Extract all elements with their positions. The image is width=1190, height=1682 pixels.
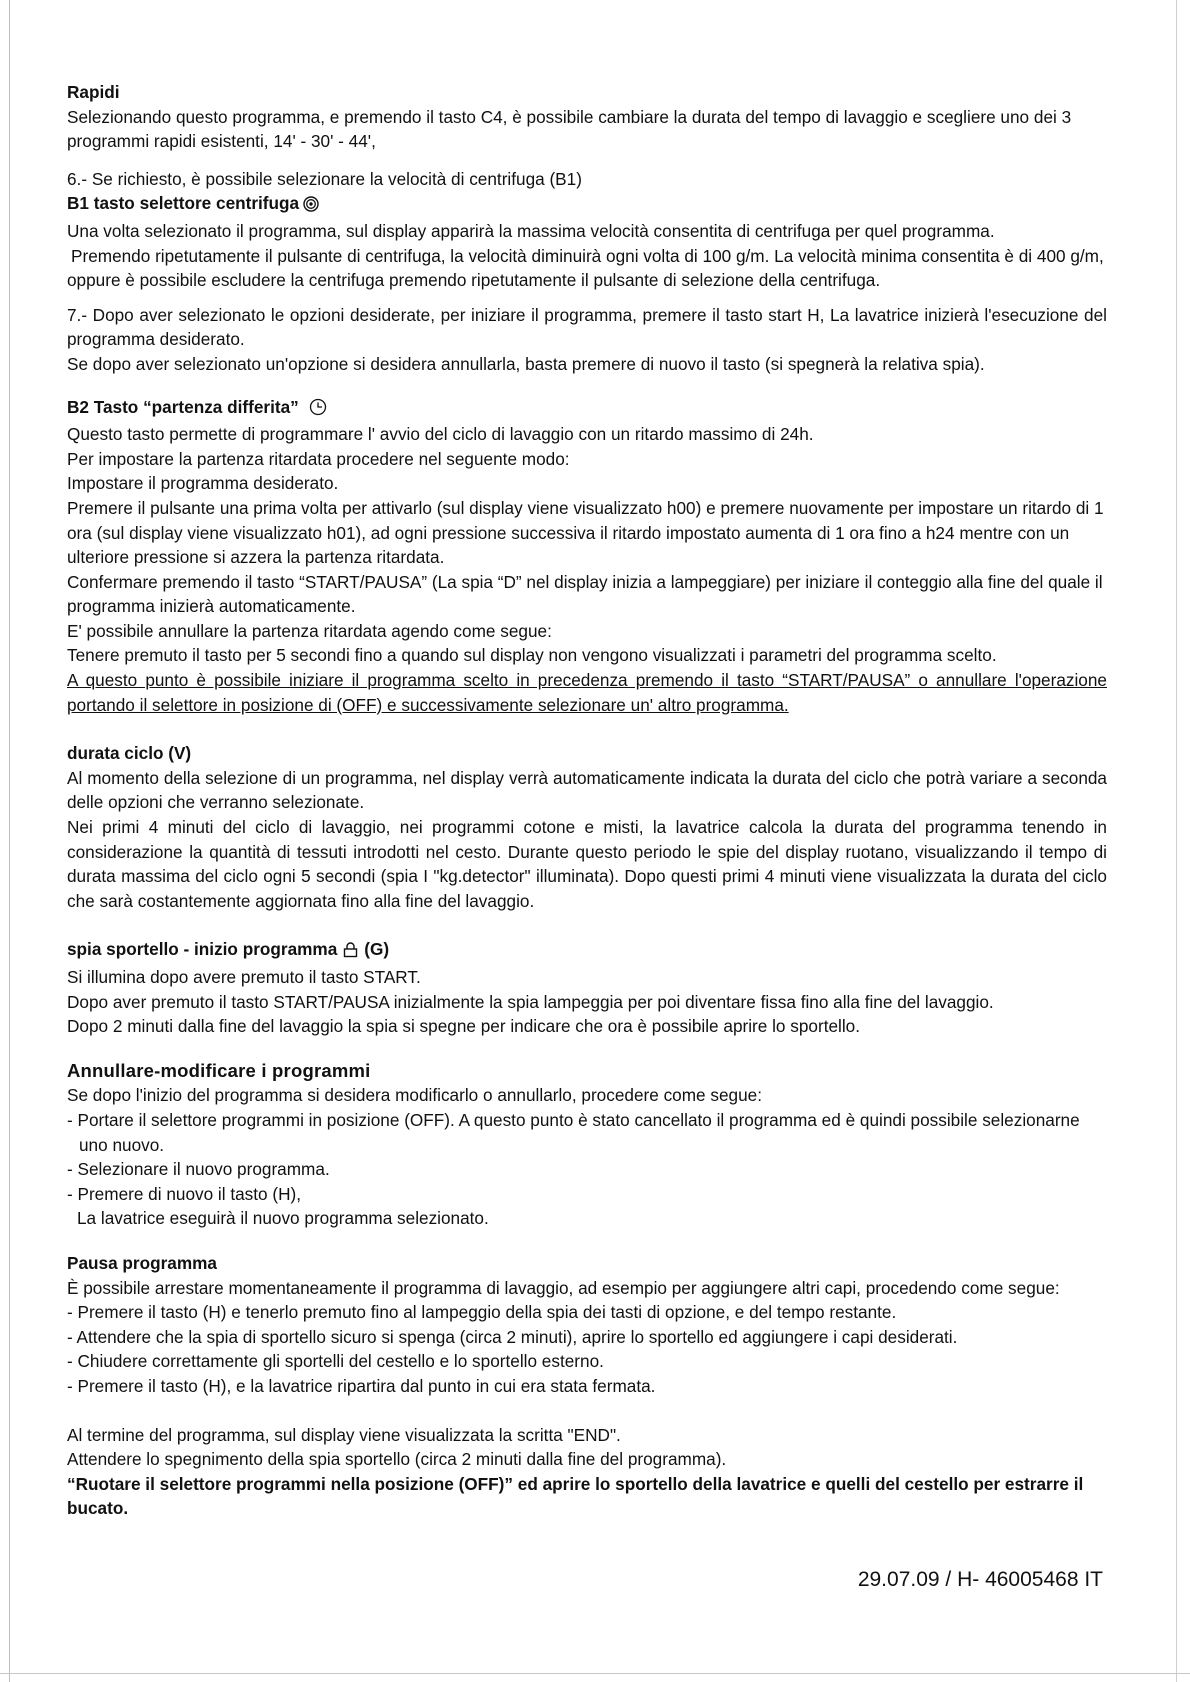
section-title: spia sportello - inizio programma	[67, 939, 338, 960]
section-title-row	[67, 937, 1107, 965]
paragraph: È possibile arrestare momentaneamente il programma di lavaggio, ad esempio per aggiungere altri capi, procedendo come segue:	[67, 1277, 1060, 1298]
paragraph: Premendo ripetutamente il pulsante di centrifuga, la velocità diminuirà ogni volta di 100 g/m. La velocità minima consentita è di 400 g/m, oppure è possibile escludere la centrifuga premendo ripetutamente il pulsante di selezione della centrifuga.	[67, 245, 1104, 291]
paragraph: 7.- Dopo aver selezionato le opzioni desiderate, per iniziare il programma, premere il tasto start H, La lavatrice inizierà l'esecuzione del programma desiderato.	[67, 304, 1107, 350]
door-lock-icon	[343, 940, 358, 965]
section-title-suffix: (G)	[364, 939, 390, 960]
underlined-note: A questo punto è possibile iniziare il programma scelto in precedenza premendo il tasto “START/PAUSA” o annullare l'operazione portando il selettore in posizione di (OFF) e successivamente selezionare un' altro programma.	[67, 670, 1107, 715]
list-item: - Chiudere correttamente gli sportelli del cestello e lo sportello esterno.	[67, 1351, 604, 1372]
paragraph: Per impostare la partenza ritardata procedere nel seguente modo:	[67, 448, 570, 469]
scan-edge-bottom	[0, 1673, 1190, 1674]
scan-edge-right	[1176, 0, 1177, 1682]
paragraph: Impostare il programma desiderato.	[67, 473, 339, 494]
paragraph: Se dopo aver selezionato un'opzione si desidera annullarla, basta premere di nuovo il tasto (si spegnerà la relativa spia).	[67, 353, 985, 374]
section-title: Rapidi	[67, 82, 120, 102]
section-title: durata ciclo (V)	[67, 743, 192, 764]
section-spia-sportello	[67, 937, 1107, 1038]
list-item: - Selezionare il nuovo programma.	[67, 1159, 330, 1180]
section-title-row	[67, 395, 1107, 423]
section-fine-programma	[67, 1423, 1107, 1521]
section-pausa	[67, 1251, 1107, 1399]
paragraph: Dopo aver premuto il tasto START/PAUSA inizialmente la spia lampeggia per poi diventare fissa fino alla fine del lavaggio.	[67, 991, 994, 1012]
paragraph: Nei primi 4 minuti del ciclo di lavaggio, nei programmi cotone e misti, la lavatrice calcola la durata del programma tenendo in considerazione la quantità di tessuti introdotti nel cesto. Durante questo periodo le spie del display ruotano, visualizzando il tempo di durata massima del ciclo ogni 5 secondi (spia I "kg.detector" illuminata). Dopo questi primi 4 minuti viene visualizzata la durata del ciclo che sarà costantemente aggiornata fino alla fine del lavaggio.	[67, 817, 1107, 911]
paragraph: Tenere premuto il tasto per 5 secondi fino a quando sul display non vengono visualizzati i parametri del programma scelto.	[67, 645, 997, 666]
bold-instruction: “Ruotare il selettore programmi nella posizione (OFF)” ed aprire lo sportello della lavatrice e quelli del cestello per estrarre il bucato.	[67, 1473, 1084, 1519]
section-title-row	[67, 191, 1107, 219]
document-code: 29.07.09 / H- 46005468 IT	[857, 1568, 1103, 1591]
section-rapidi	[67, 80, 1107, 154]
paragraph: Selezionando questo programma, e premendo il tasto C4, è possibile cambiare la durata del tempo di lavaggio e scegliere uno dei 3 programmi rapidi esistenti, 14' - 30' - 44',	[67, 106, 1072, 152]
paragraph: E' possibile annullare la partenza ritardata agendo come segue:	[67, 620, 552, 641]
section-title: B2 Tasto “partenza differita”	[67, 396, 299, 417]
list-item: - Premere di nuovo il tasto (H),	[67, 1183, 302, 1204]
section-annullare	[67, 1059, 1107, 1231]
section-durata-ciclo	[67, 741, 1107, 913]
paragraph: Se dopo l'inizio del programma si desidera modificarlo o annullarlo, procedere come segue:	[67, 1085, 762, 1106]
manual-page	[67, 80, 1107, 1591]
section-b1	[67, 167, 1107, 293]
section-step-7	[67, 303, 1107, 377]
paragraph: Al momento della selezione di un programma, nel display verrà automaticamente indicata la durata del ciclo che potrà variare a seconda delle opzioni che verranno selezionate.	[67, 767, 1107, 813]
step-6: 6.- Se richiesto, è possibile selezionare la velocità di centrifuga (B1)	[67, 168, 582, 189]
list-item: - Premere il tasto (H) e tenerlo premuto fino al lampeggio della spia dei tasti di opzione, e del tempo restante.	[67, 1302, 897, 1323]
list-item: - Premere il tasto (H), e la lavatrice ripartira dal punto in cui era stata fermata.	[67, 1375, 656, 1396]
paragraph: Si illumina dopo avere premuto il tasto START.	[67, 967, 421, 987]
paragraph: Premere il pulsante una prima volta per attivarlo (sul display viene visualizzato h00) e premere nuovamente per impostare un ritardo di 1 ora (sul display viene visualizzato h01), ad ogni pressione successiva il ritardo impostato aumenta di 1 ora fino a h24 mentre con un ulteriore pressione si azzera la partenza ritardata.	[67, 497, 1104, 568]
paragraph: Al termine del programma, sul display viene visualizzata la scritta "END".	[67, 1424, 621, 1445]
section-b2	[67, 395, 1107, 718]
paragraph: Questo tasto permette di programmare l' avvio del ciclo di lavaggio con un ritardo massimo di 24h.	[67, 424, 814, 445]
list-item: - Attendere che la spia di sportello sicuro si spenga (circa 2 minuti), aprire lo sportello ed aggiungere i capi desiderati.	[67, 1326, 958, 1347]
paragraph: Dopo 2 minuti dalla fine del lavaggio la spia si spegne per indicare che ora è possibile aprire lo sportello.	[67, 1016, 860, 1037]
section-title: Annullare-modificare i programmi	[67, 1059, 371, 1081]
paragraph: La lavatrice eseguirà il nuovo programma selezionato.	[77, 1208, 489, 1229]
paragraph: Attendere lo spegnimento della spia sportello (circa 2 minuti dalla fine del programma).	[67, 1449, 727, 1470]
section-title: B1 tasto selettore centrifuga	[67, 193, 300, 214]
paragraph: Confermare premendo il tasto “START/PAUSA” (La spia “D” nel display inizia a lampeggiare) per iniziare il conteggio alla fine del quale il programma inizierà automaticamente.	[67, 571, 1103, 617]
scan-edge-left	[9, 0, 10, 1682]
section-title: Pausa programma	[67, 1252, 217, 1273]
paragraph: Una volta selezionato il programma, sul display apparirà la massima velocità consentita di centrifuga per quel programma.	[67, 220, 995, 241]
list-item: - Portare il selettore programmi in posizione (OFF). A questo punto è stato cancellato il programma ed è quindi possibile selezionarne uno nuovo.	[67, 1109, 1080, 1155]
delay-timer-icon	[309, 398, 327, 423]
spin-icon	[303, 194, 319, 219]
